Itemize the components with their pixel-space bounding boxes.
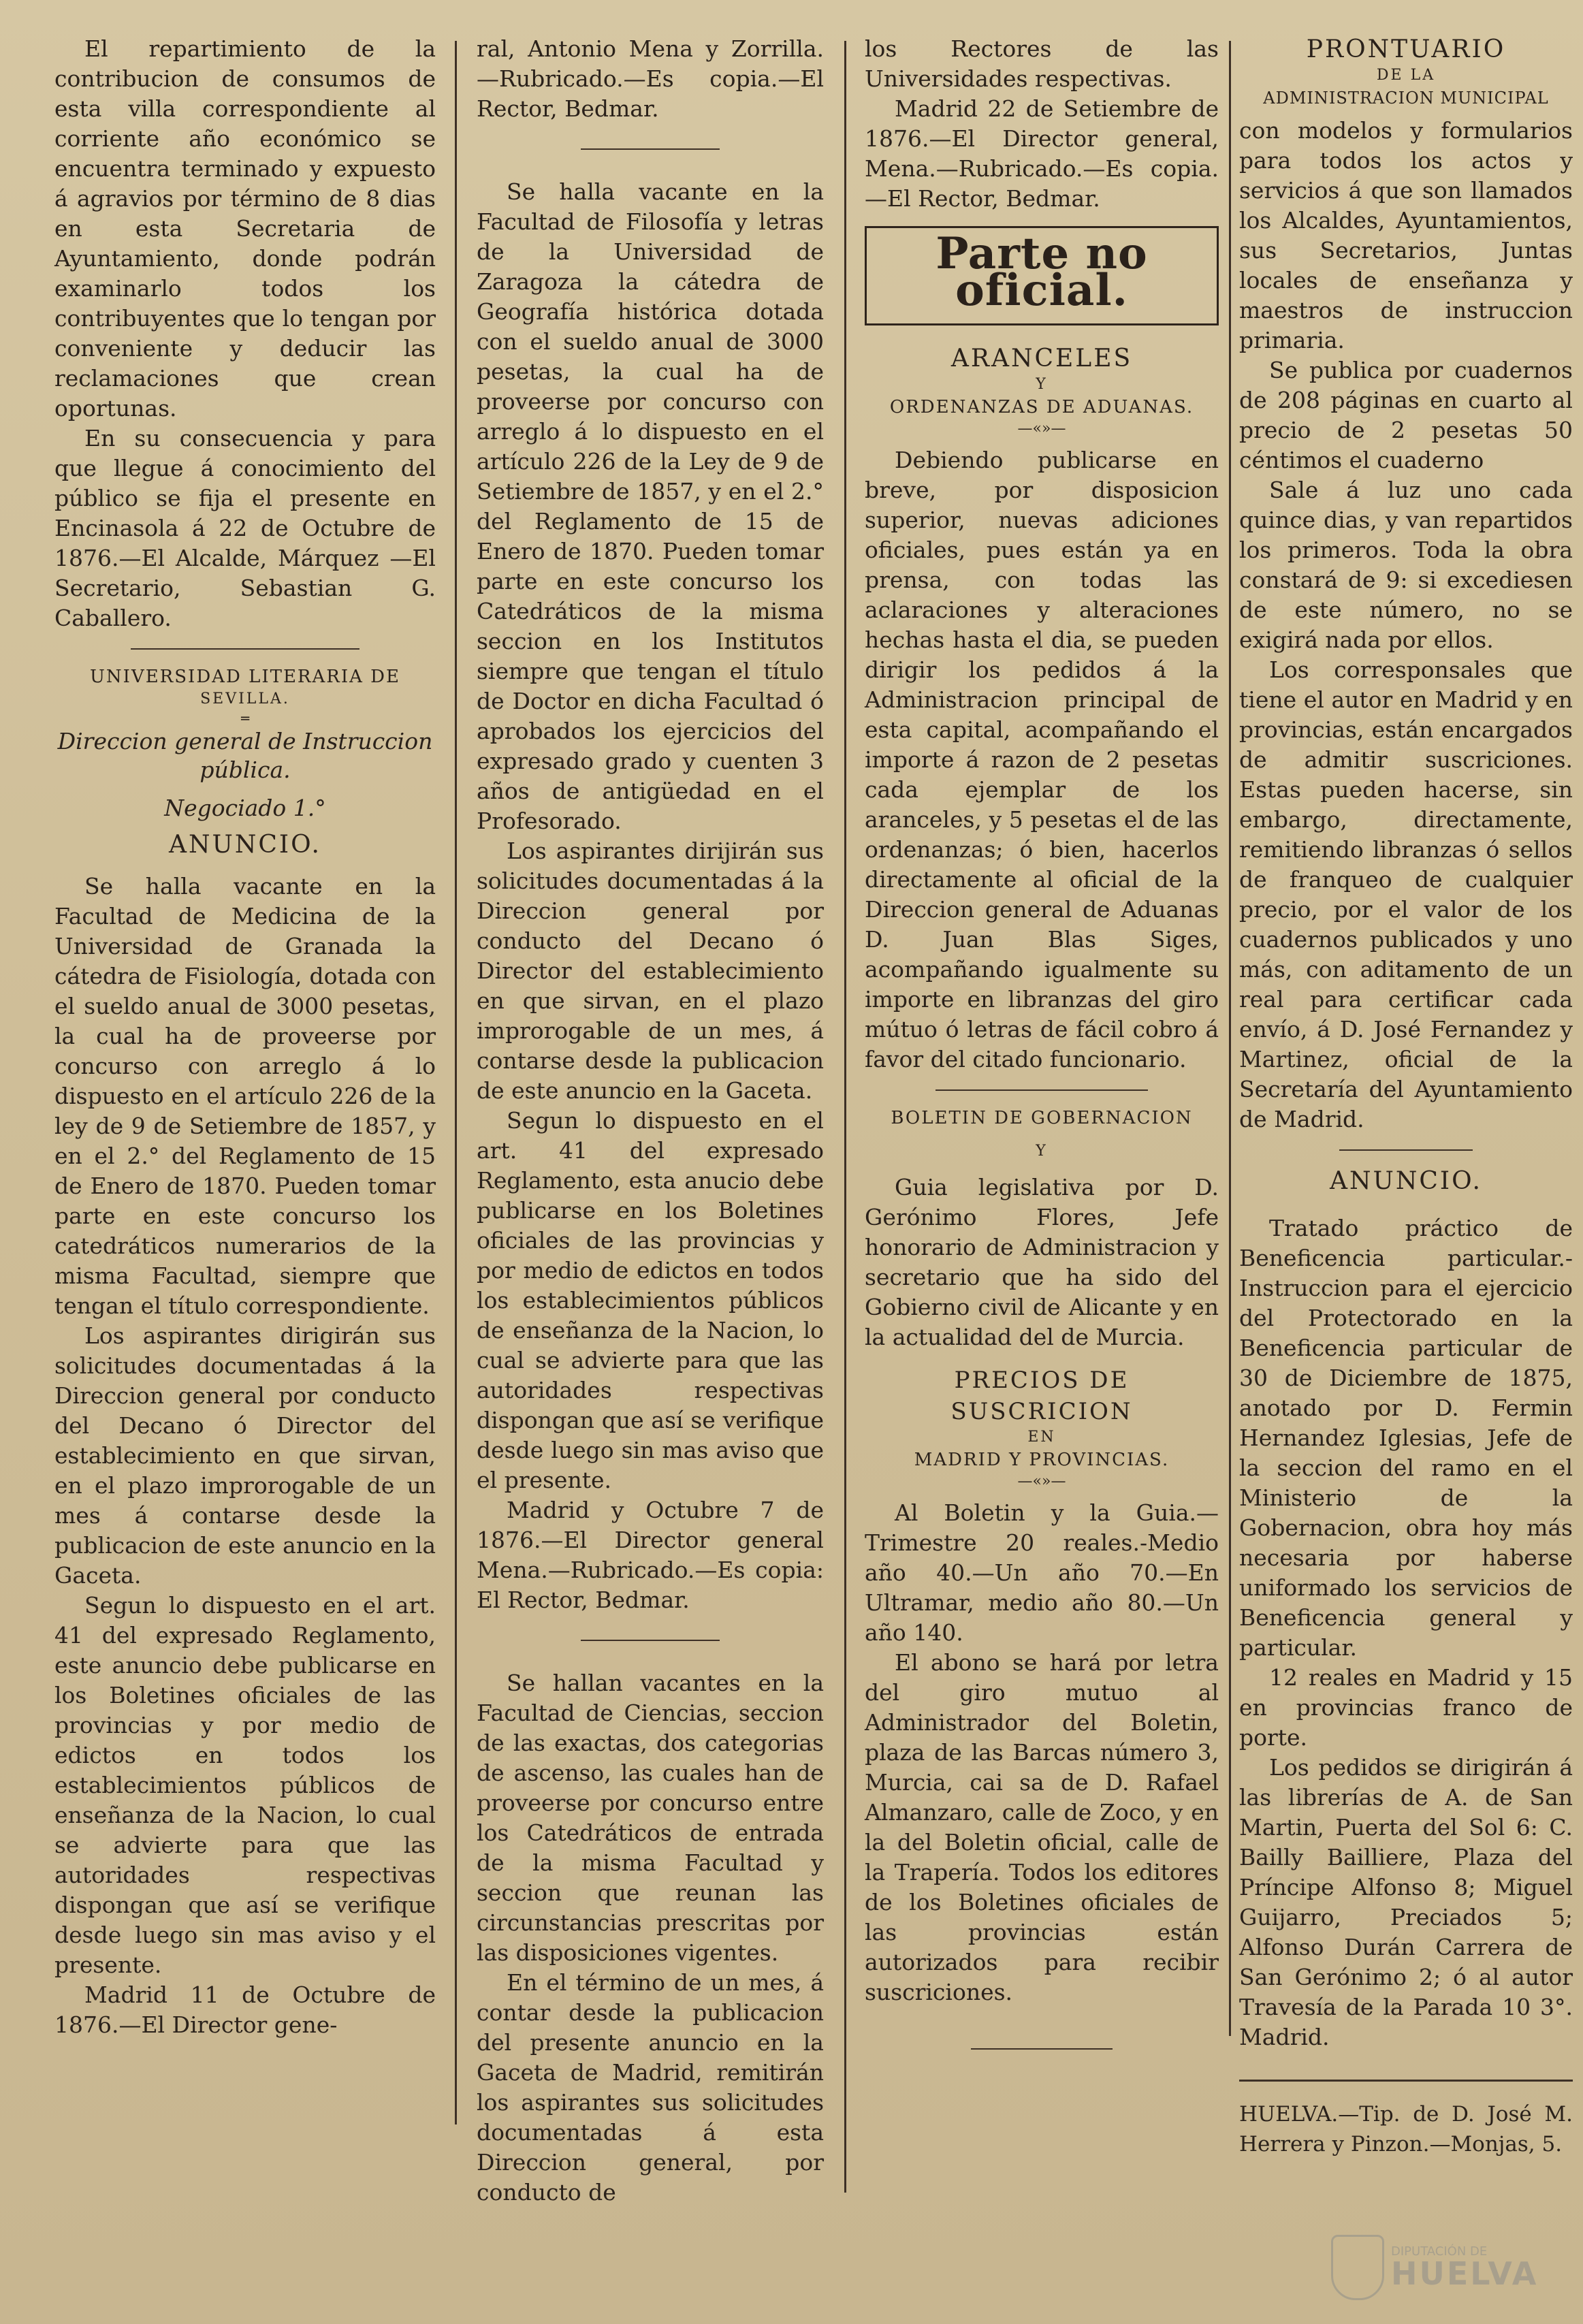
guia-paragraph: Guia legislativa por D. Gerónimo Flores, Jefe honorario de Administracion y secretario que ha sido del Gobierno civil de Alicante y en la actualidad del de Murcia. xyxy=(865,1174,1219,1350)
prontuario-price: Se publica por cuadernos de 208 páginas en cuarto al precio de 2 pesetas 50 céntimos el cuaderno xyxy=(1239,357,1573,473)
section-divider xyxy=(936,1089,1148,1091)
madrid-date-line: Madrid 11 de Octubre de 1876.—El Director gene- xyxy=(54,1981,436,2038)
imprint-rule xyxy=(1239,2080,1573,2082)
column-rule-2 xyxy=(844,41,846,2193)
aranceles-heading: ARANCELES xyxy=(950,345,1133,372)
precios-heading: PRECIOS DE SUSCRICION xyxy=(950,1367,1133,1425)
section-divider xyxy=(971,2048,1113,2050)
prontuario-heading: PRONTUARIO xyxy=(1306,35,1506,63)
section-divider xyxy=(581,148,720,150)
vacancy-granada: Se halla vacante en la Facultad de Medicina de la Universidad de Granada la cátedra de Fisiología, dotada con el sueldo anual de 3000 pesetas, la cual ha de proveerse por concurso con arreglo á lo dispuesto en el artículo 226 de la ley de 9 de Setiembre de 1857, y en el 2.° del Reglamento de 15 de Enero de 1870. Pueden tomar parte en este concurso los catedráticos numerarios de la misma Facultad, siempre que tengan el título correspondiente. xyxy=(54,873,436,1319)
double-rule: ═ xyxy=(240,710,250,727)
aranceles-y: Y xyxy=(1036,376,1048,393)
admin-municipal-heading: ADMINISTRACION MUNICIPAL xyxy=(1263,89,1549,108)
anuncio-heading-2: ANUNCIO. xyxy=(1330,1167,1482,1195)
section-divider xyxy=(581,1640,720,1641)
direccion-heading: Direccion general de Instruccion pública. xyxy=(57,728,433,783)
madrid-date-line-2: Madrid y Octubre 7 de 1876.—El Director general Mena.—Rubricado.—Es copia: El Rector, Bedmar. xyxy=(477,1497,824,1613)
section-divider xyxy=(1339,1149,1473,1151)
aranceles-paragraph: Debiendo publicarse en breve, por disposicion superior, nuevas adiciones oficiales, pues están ya en prensa, con todas las aclaraciones y alteraciones hechas hasta el dia, se pueden dirigir los pedidos á la Administracion principal de esta capital, acompañando el importe á razon de 2 pesetas cada ejemplar de los aranceles, y 5 pesetas el de las ordenanzas; ó bien, hacerlos directamente al oficial de la Direccion general de Aduanas D. Juan Blas Siges, acompañando igualmente su importe en libranzas del giro mútuo ó letras de fácil cobro á favor del citado funcionario. xyxy=(865,447,1219,1072)
signature-continuation: ral, Antonio Mena y Zorrilla.—Rubricado.—Es copia.—El Rector, Bedmar. xyxy=(477,35,824,122)
applicants-paragraph-2: Los aspirantes dirijirán sus solicitudes documentadas á la Direccion general por conducto del Decano ó Director del establecimiento en que sirvan, en el plazo improrogable de un mes, á contarse desde la publicacion de este anuncio en la Gaceta. xyxy=(477,838,824,1104)
archive-watermark xyxy=(1331,2230,1563,2305)
regulation-paragraph-2: Segun lo dispuesto en el art. 41 del expresado Reglamento, esta anucio debe publicarse en los Boletines oficiales de las provincias y por medio de edictos en todos los establecimientos públicos de enseñanza de la Nacion, lo cual se advierte para que las autoridades respectivas dispongan que así se verifique desde luego sin mas aviso que el presente. xyxy=(477,1107,824,1493)
university-heading: UNIVERSIDAD LITERARIA DE xyxy=(89,667,400,687)
applicants-paragraph: Los aspirantes dirigirán sus solicitudes documentadas á la Direccion general por conducto del Decano ó Director del establecimiento en que sirvan, en el plazo improrogable de un mes á contarse desde la publicacion de este anuncio en la Gaceta. xyxy=(54,1322,436,1589)
regulation-paragraph: Segun lo dispuesto en el art. 41 del expresado Reglamento, este anuncio debe publicarse en los Boletines oficiales de las provincias y por medio de edictos en todos los establecimientos públicos de enseñanza de la Nacion, lo cual se advierte para que las autoridades respectivas dispongan que así se verifique desde luego sin mas aviso y el presente. xyxy=(54,1592,436,1978)
subscription-payment: El abono se hará por letra del giro mutuo al Administrador del Boletin, plaza de las Barcas número 3, Murcia, cai sa de D. Rafael Almanzaro, calle de Zoco, y en la del Boletin oficial, calle de la Trapería. Todos los editores de los Boletines oficiales de las provincias están autorizados para recibir suscriciones. xyxy=(865,1649,1219,2005)
column-4 xyxy=(1239,34,1573,2159)
column-2 xyxy=(477,34,824,2208)
prontuario-schedule: Sale á luz uno cada quince dias, y van repartidos los primeros. Toda la obra constará de 9: si excediesen de este número, no se exigirá nada por ellos. xyxy=(1239,477,1573,653)
term-paragraph: En el término de un mes, á contar desde la publicacion del presente anuncio en la Gaceta de Madrid, remitirán los aspirantes sus solicitudes documentadas á esta Direccion general, por conducto de xyxy=(477,1969,824,2206)
precios-en: EN xyxy=(1027,1429,1056,1446)
parte-no-oficial-box xyxy=(865,226,1219,325)
vacancy-ciencias: Se hallan vacantes en la Facultad de Ciencias, seccion de las exactas, dos categorias de ascenso, las cuales han de proveerse por concurso entre los Catedráticos de entrada de la misma Facultad y seccion que reunan las circunstancias prescritas por las disposiciones vigentes. xyxy=(477,1670,824,1966)
watermark-line1: DIPUTACIÓN DE xyxy=(1391,2244,1488,2259)
watermark-line2: HUELVA xyxy=(1391,2255,1539,2292)
prontuario-de-la: DE LA xyxy=(1376,67,1436,84)
column-rule-1 xyxy=(455,41,457,2124)
beneficencia-price: 12 reales en Madrid y 15 en provincias franco de porte. xyxy=(1239,1664,1573,1751)
boletin-y: Y xyxy=(1036,1143,1048,1160)
column-rule-3 xyxy=(1229,41,1231,2036)
prontuario-description: con modelos y formularios para todos los actos y servicios á que son llamados los Alcaldes, Ayuntamientos, sus Secretarios, Juntas locales de enseñanza y maestros de instruccion primaria. xyxy=(1239,117,1573,353)
anuncio-heading: ANUNCIO. xyxy=(169,831,321,859)
column-1 xyxy=(54,34,436,2040)
boletin-heading: BOLETIN DE GOBERNACION xyxy=(891,1108,1193,1128)
beneficencia-paragraph: Tratado práctico de Beneficencia particular.-Instruccion para el ejercicio del Protectorado en la Beneficencia particular de 30 de Diciembre de 1875, anotado por D. Fermin Hernandez Iglesias, Jefe de la seccion del ramo en el Ministerio de la Gobernacion, obra hoy más necesaria por haberse uniformado los servicios de Beneficencia general y particular. xyxy=(1239,1215,1573,1661)
notice-encinasola: El repartimiento de la contribucion de consumos de esta villa correspondiente al corriente año económico se encuentra terminado y expuesto á agravios por término de 8 dias en esta Secretaria de Ayuntamiento, donde podrán examinarlo todos los contribuyentes que lo tengan por conveniente y deducir las reclamaciones que crean oportunas. xyxy=(54,35,436,421)
madrid-provincias-heading: MADRID Y PROVINCIAS. xyxy=(914,1450,1170,1470)
rectores-continuation: los Rectores de las Universidades respectivas. xyxy=(865,35,1219,92)
prontuario-correspondents: Los corresponsales que tiene el autor en Madrid y en provincias, están encargados de admitir suscriciones. Estas pueden hacerse, sin embargo, directamente, remitiendo libranzas ó sellos de franqueo de cualquier precio, por el valor de los cuadernos publicados y uno más, con aditamento de un real para certificar cada envío, á D. José Fernandez y Martinez, oficial de la Secretaría del Ayuntamiento de Madrid. xyxy=(1239,656,1573,1132)
coat-of-arms-icon xyxy=(1331,2235,1384,2300)
column-3 xyxy=(865,34,1219,2065)
ornament-2: —«»— xyxy=(1017,1473,1066,1490)
madrid-date-line-3: Madrid 22 de Setiembre de 1876.—El Director general, Mena.—Rubricado.—Es copia.—El Rector, Bedmar. xyxy=(865,95,1219,212)
notice-encinasola-signature: En su consecuencia y para que llegue á conocimiento del público se fija el presente en Encinasola á 22 de Octubre de 1876.—El Alcalde, Márquez —El Secretario, Sebastian G. Caballero. xyxy=(54,425,436,631)
printer-imprint: HUELVA.—Tip. de D. José M. Herrera y Pinzon.—Monjas, 5. xyxy=(1239,2102,1573,2156)
ornament: —«»— xyxy=(1017,420,1066,437)
ordenanzas-heading: ORDENANZAS DE ADUANAS. xyxy=(889,397,1194,417)
subscription-prices: Al Boletin y la Guia.—Trimestre 20 reales.-Medio año 40.—Un año 70.—En Ultramar, medio año 80.—Un año 140. xyxy=(865,1499,1219,1646)
vacancy-zaragoza: Se halla vacante en la Facultad de Filosofía y letras de la Universidad de Zaragoza la cátedra de Geografía histórica dotada con el sueldo anual de 3000 pesetas, la cual ha de proveerse por concurso con arreglo á lo dispuesto en el artículo 226 de la Ley de 9 de Setiembre de 1857, y en el 2.° del Reglamento de 15 de Enero de 1870. Pueden tomar parte en este concurso los Catedráticos de la misma seccion en los Institutos siempre que tengan el título de Doctor en dicha Facultad ó aprobados los ejercicios del expresado grado y cuenten 3 años de antigüedad en el Profesorado. xyxy=(477,178,824,834)
university-city: SEVILLA. xyxy=(200,690,290,707)
beneficencia-orders: Los pedidos se dirigirán á las librerías de A. de San Martin, Puerta del Sol 6: C. Bailly Bailliere, Plaza del Príncipe Alfonso 8; Miguel Guijarro, Preciados 5; Alfonso Durán Carrera de San Gerónimo 2; ó al autor Travesía de la Parada 10 3°. Madrid. xyxy=(1239,1754,1573,2050)
negociado-heading: Negociado 1.° xyxy=(164,795,326,821)
section-divider xyxy=(131,648,359,650)
parte-no-oficial-title: Parte no oficial. xyxy=(936,228,1148,316)
